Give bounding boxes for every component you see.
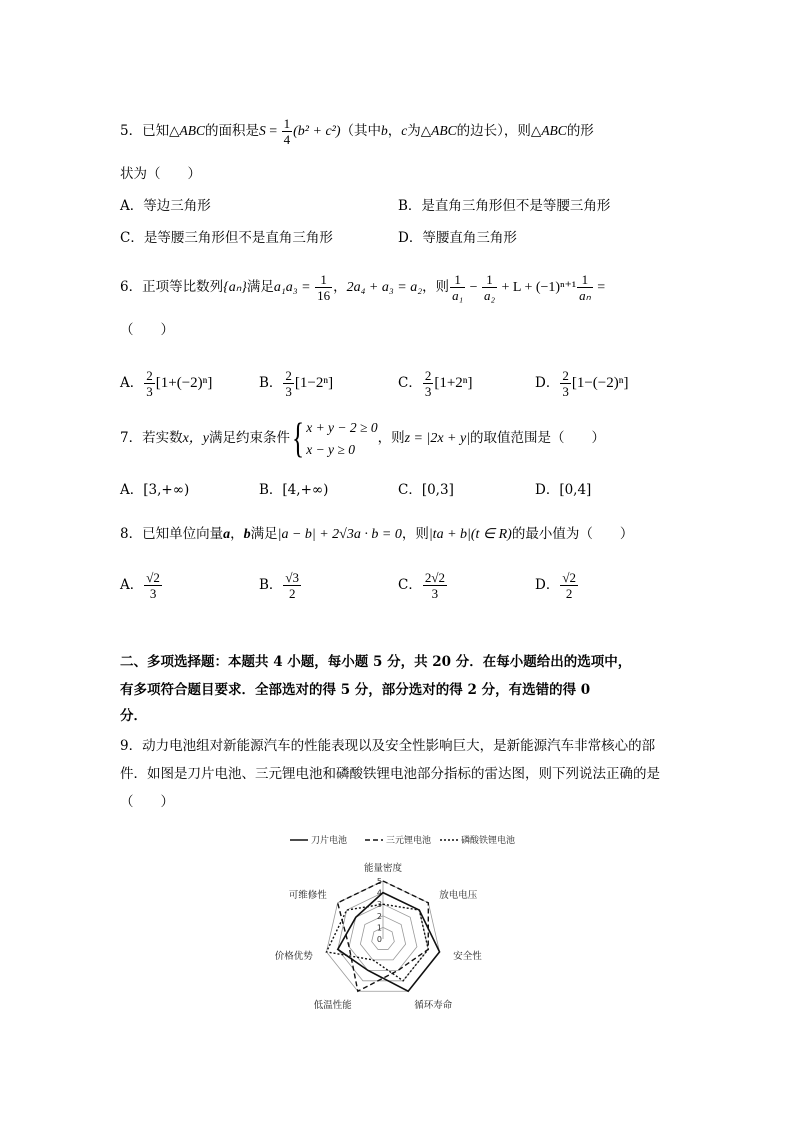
q7-brace: { [292, 415, 305, 462]
legend-label: 三元锂电池 [386, 836, 432, 846]
q7-option-d: D．[0,4] [535, 482, 592, 498]
q8-option-c: C． $\frac{2√2}{3}$ [398, 570, 445, 601]
q5-option-c: C．是等腰三角形但不是直角三角形 [120, 230, 333, 246]
axis-label: 可维修性 [288, 890, 327, 902]
q6-line1: 6．正项等比数列{aₙ}满足a₁a₃ = $\frac{1}{16}$ ，2a₄ + a₃ = a₂，则 $\frac{1}{\text{a₁}}$ − $\frac{1}{\text{a₂}}$ + L + (−1)ⁿ⁺¹ $\frac{1}{\text{aₙ}}$ = [120, 272, 606, 303]
scale-tick-label: 1 [376, 923, 382, 933]
axis-label: 价格优势 [274, 951, 313, 963]
q9-line1: 9．动力电池组对新能源汽车的性能表现以及安全性影响巨大，是新能源汽车非常核心的部 [120, 738, 656, 754]
q5-option-a: A．等边三角形 [120, 198, 211, 214]
scale-tick-label: 5 [376, 877, 382, 886]
q6-option-a: A． $\frac{2}{3}$ [1+(−2)ⁿ] [120, 368, 213, 399]
axis-label: 安全性 [453, 951, 482, 963]
q6-option-b: B． $\frac{2}{3}$ [1−2ⁿ] [259, 368, 334, 399]
q5-line2: 状为（ ） [120, 166, 201, 182]
q7-option-a: A．[3,+∞) [120, 482, 190, 498]
q6-option-c: C． $\frac{2}{3}$ [1+2ⁿ] [398, 368, 473, 399]
chart-legend [290, 834, 515, 846]
axis-label: 低温性能 [313, 999, 352, 1011]
q7-option-c: C．[0,3] [398, 482, 454, 498]
q8-option-d: D． $\frac{√2}{2}$ [535, 570, 576, 601]
q8-option-a: A． $\frac{√2}{3}$ [120, 570, 160, 601]
axis-label: 循环寿命 [414, 999, 453, 1011]
axis-label: 能量密度 [363, 863, 403, 874]
q5-option-b: B．是直角三角形但不是等腰三角形 [398, 198, 611, 214]
q5-line1: 5．已知△ABC的面积是S = $\frac{1}{4}$ (b² + c²)（其中b，c为△ABC的边长），则△ABC的形 [120, 116, 594, 147]
q7-line1: 7．若实数x，y满足约束条件{ x + y − 2 ≥ 0 x − y ≥ 0 ，则z = |2x + y|的取值范围是（ ） [120, 415, 606, 462]
section2-line1: 二、多项选择题：本题共 4 小题，每小题 5 分，共 20 分．在每小题给出的选项中， [120, 654, 632, 670]
legend-label: 磷酸铁锂电池 [461, 836, 516, 846]
legend-label: 刀片电池 [311, 836, 348, 846]
q6-option-d: D． $\frac{2}{3}$ [1−(−2)ⁿ] [535, 368, 629, 399]
q5-option-d: D．等腰直角三角形 [398, 230, 517, 246]
scale-tick-label: 4 [376, 888, 382, 898]
scale-tick-label: 3 [376, 900, 382, 910]
q7-constraints: x + y − 2 ≥ 0 x − y ≥ 0 [306, 419, 378, 457]
section2-line3: 分． [120, 708, 147, 724]
q8-line1: 8．已知单位向量a，b满足|a − b| + 2√3a · b = 0，则|ta + b|(t ∈ R)的最小值为（ ） [120, 526, 634, 542]
q9-line2: 件．如图是刀片电池、三元锂电池和磷酸铁锂电池部分指标的雷达图，则下列说法正确的是 [120, 766, 660, 782]
section2-line2: 有多项符合题目要求．全部选对的得 5 分，部分选对的得 2 分，有选错的得 0 [120, 682, 591, 698]
scale-tick-label: 2 [376, 911, 382, 921]
radar-chart [270, 826, 530, 1026]
q5-fraction: $\frac{1}{4}$ [283, 116, 291, 147]
q6-blank: （ ） [120, 322, 174, 338]
scale-tick-label: 0 [376, 935, 382, 944]
q7-option-b: B．[4,+∞) [259, 482, 329, 498]
axis-label: 放电电压 [439, 890, 478, 902]
q9-line3: （ ） [120, 794, 174, 810]
q8-option-b: B． $\frac{√3}{2}$ [259, 570, 300, 601]
